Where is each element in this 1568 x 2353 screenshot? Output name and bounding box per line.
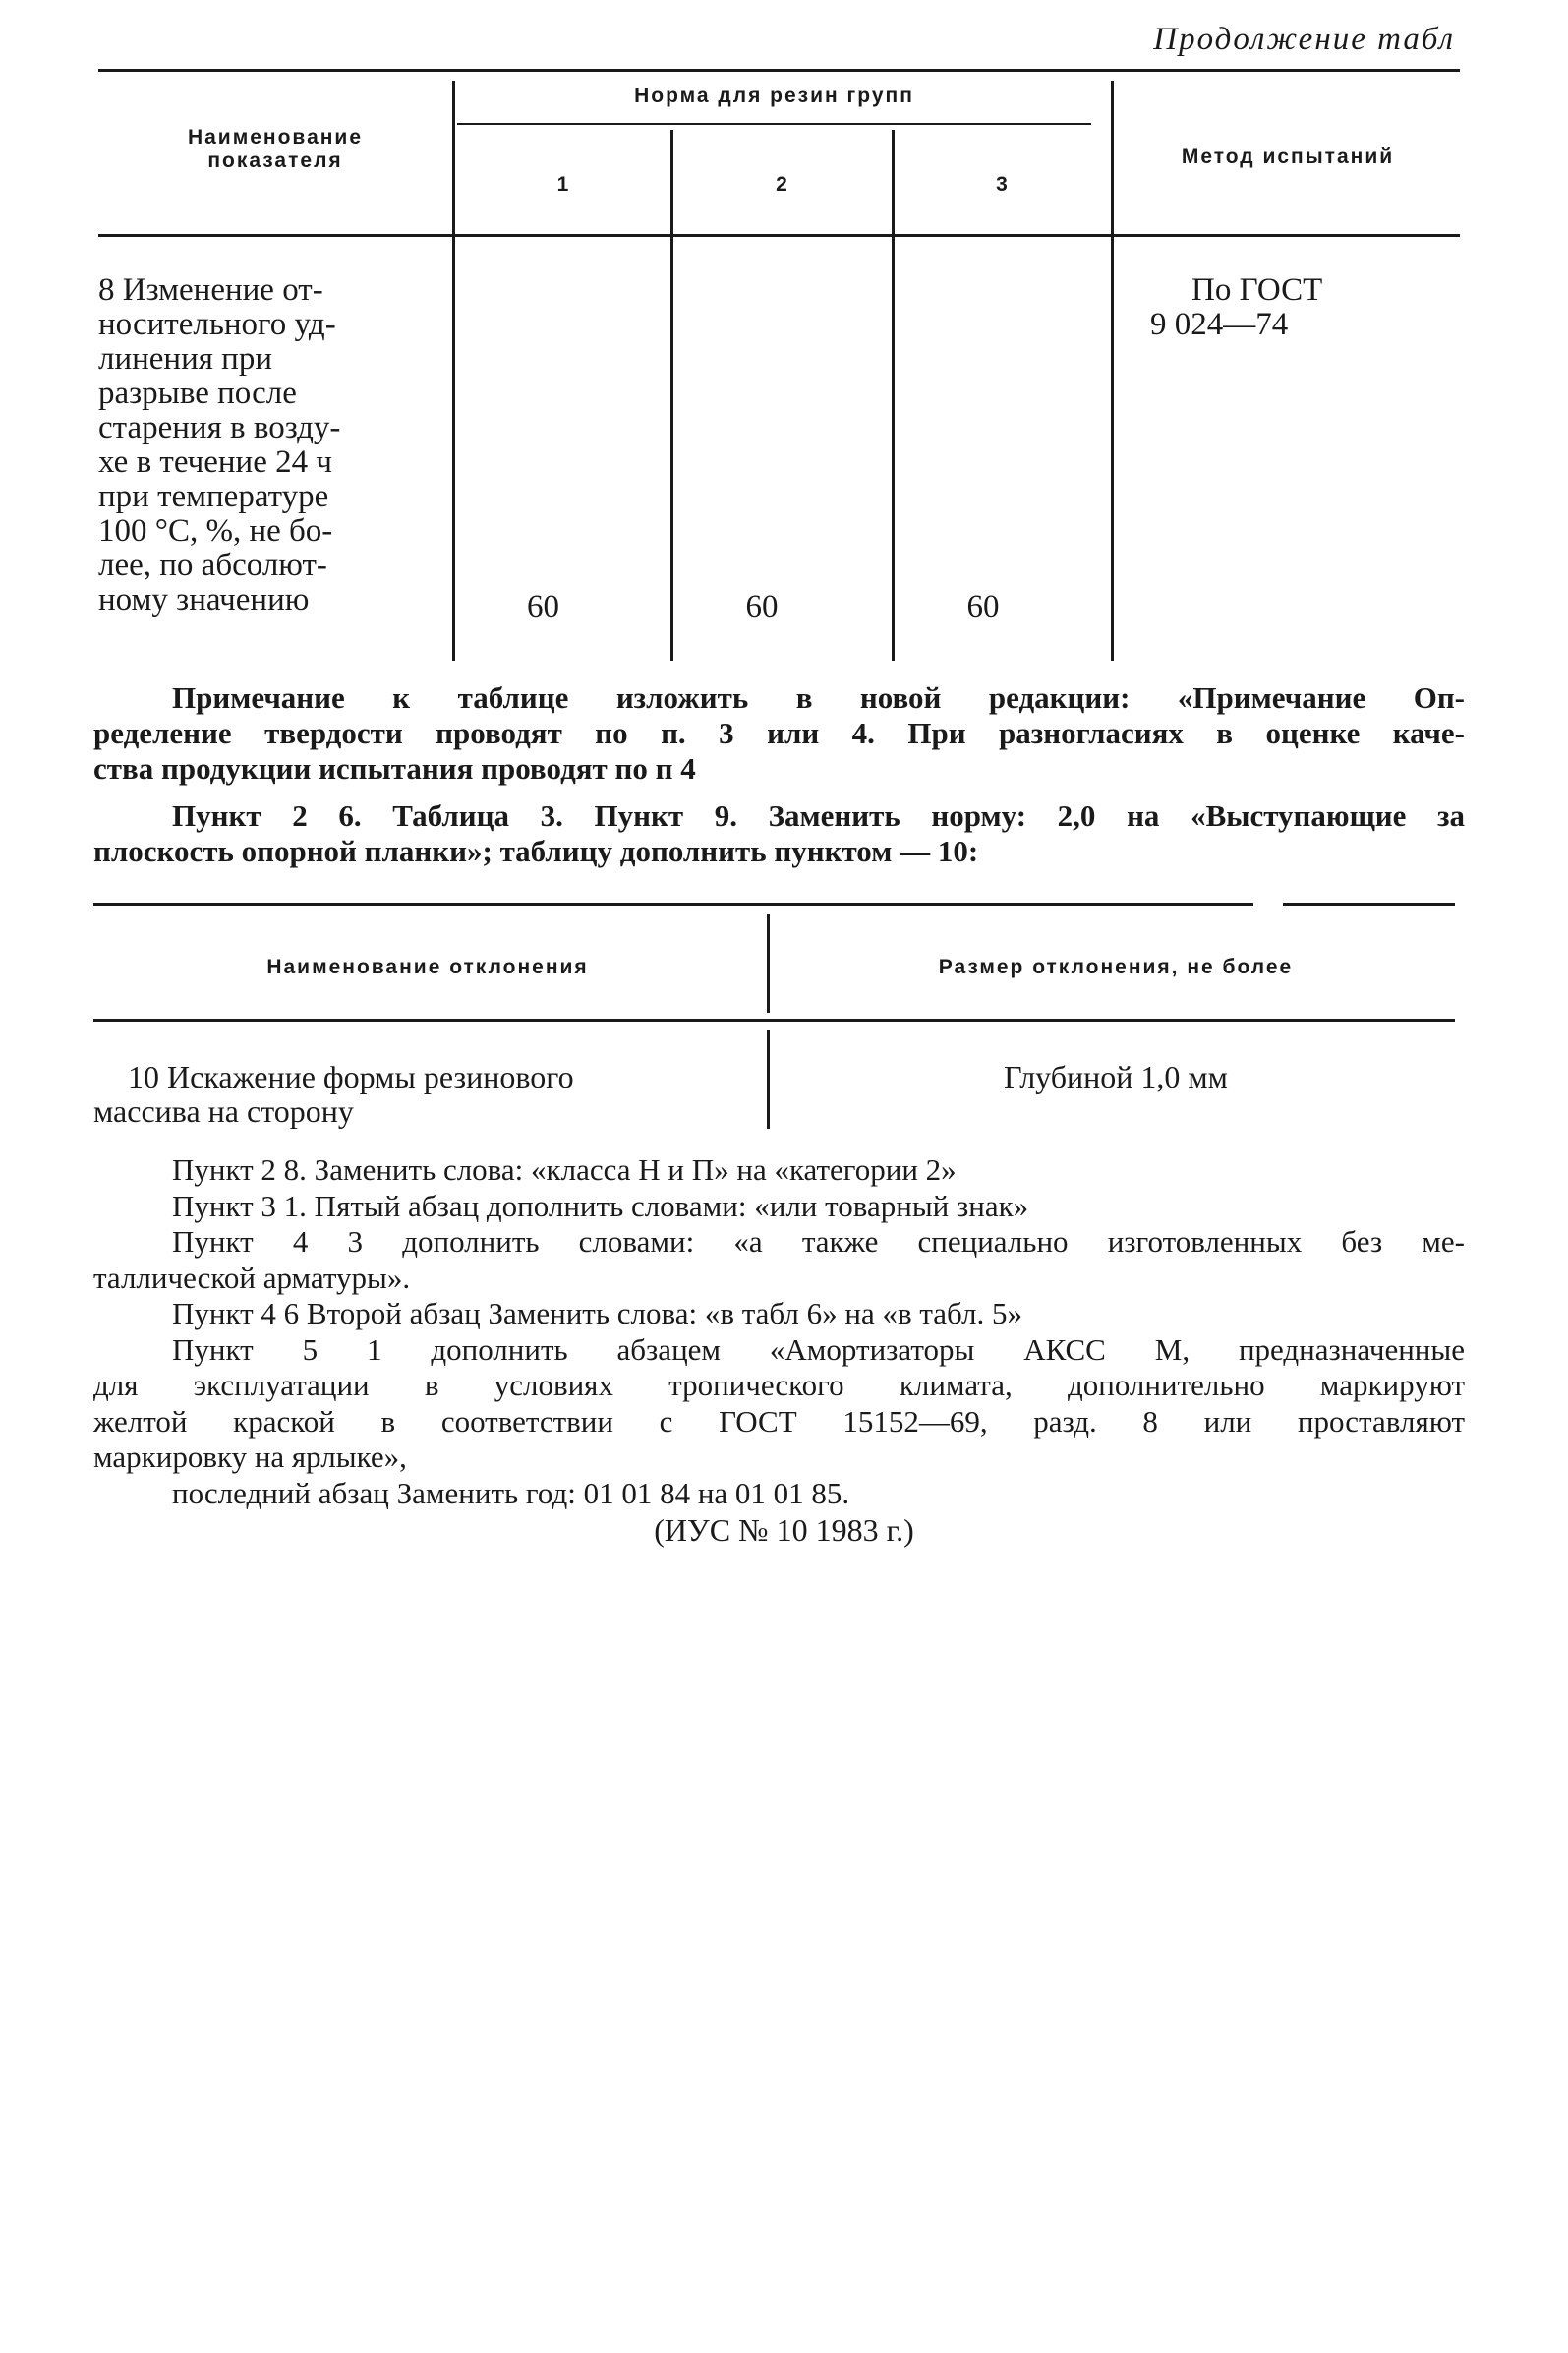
table-1-header-method: Метод испытаний bbox=[1181, 146, 1395, 168]
table-1-header-norm: Норма для резин групп bbox=[634, 85, 914, 107]
table-1-header-group-1: 1 bbox=[556, 173, 571, 196]
table-1-header-name: Наименование показателя bbox=[187, 126, 364, 172]
table-1-header-bottom-rule bbox=[98, 234, 1460, 237]
table-1-header-group-3: 3 bbox=[996, 173, 1010, 196]
table-1-header-group-2: 2 bbox=[776, 173, 789, 196]
table-1-norm-rule bbox=[457, 123, 1091, 125]
table-2-header-name: Наименование отклонения bbox=[266, 956, 589, 978]
table-2-top-rule bbox=[93, 903, 1253, 906]
table-2-header-bottom-rule bbox=[93, 1019, 1455, 1022]
table-1-col-divider bbox=[892, 130, 895, 661]
continuation-title: Продолжение табл bbox=[1153, 22, 1455, 57]
table-1-col-divider bbox=[452, 81, 455, 661]
table-2-top-rule-right bbox=[1283, 903, 1455, 906]
note-paragraph: Примечание к таблице изложить в новой редакции: «Примечание Оп- ределение твердости проводят по п. 3 или 4. При разногласиях в оценке каче- ства продукции испытания проводят по п 4 bbox=[93, 680, 1465, 786]
table-1-top-rule bbox=[98, 69, 1460, 72]
table-2-row-value: Глубиной 1,0 мм bbox=[1004, 1059, 1228, 1094]
clause-2-6: Пункт 2 6. Таблица 3. Пункт 9. Заменить норму: 2,0 на «Выступающие за плоскость опорной планки»; таблицу дополнить пунктом — 10: bbox=[93, 798, 1465, 868]
table-1-value-group-2: 60 bbox=[745, 589, 779, 624]
table-1-value-group-3: 60 bbox=[966, 589, 1000, 624]
table-1-col-divider bbox=[670, 130, 673, 661]
table-2-col-divider bbox=[767, 1030, 770, 1129]
table-1-col-divider bbox=[1111, 81, 1114, 661]
table-2-row-name: 10 Искажение формы резинового массива на сторону bbox=[93, 1059, 574, 1129]
source-reference: (ИУС № 10 1983 г.) bbox=[654, 1512, 914, 1548]
amendments: Пункт 2 8. Заменить слова: «класса Н и П» на «категории 2» Пункт 3 1. Пятый абзац дополнить словами: «или товарный знак» Пункт 4 3 дополнить словами: «а также специально изготовленных без ме- таллической арматуры». Пункт 4 6 Второй абзац Заменить слова: «в табл 6» на «в табл. 5» Пункт 5 1 дополнить абзацем «Амортизаторы АКСС М, предназначенные для эксплуатации в условиях тропического климата, дополнительно маркируют желтой краской в соответствии с ГОСТ 15152—69, разд. 8 или проставляют маркировку на ярлыке», последний абзац Заменить год: 01 01 84 на 01 01 85. bbox=[93, 1152, 1465, 1510]
table-1-row-name: 8 Изменение от- носительного уд- линения при разрыве после старения в возду- хе в течение 24 ч при температуре 100 °С, %, не бо- лее, по абсолют- ному значению bbox=[98, 272, 341, 618]
table-2-col-divider bbox=[767, 914, 770, 1013]
table-1-method: По ГОСТ 9 024—74 bbox=[1150, 272, 1323, 342]
table-2-header-size: Размер отклонения, не более bbox=[938, 956, 1294, 978]
table-1-value-group-1: 60 bbox=[527, 589, 559, 624]
